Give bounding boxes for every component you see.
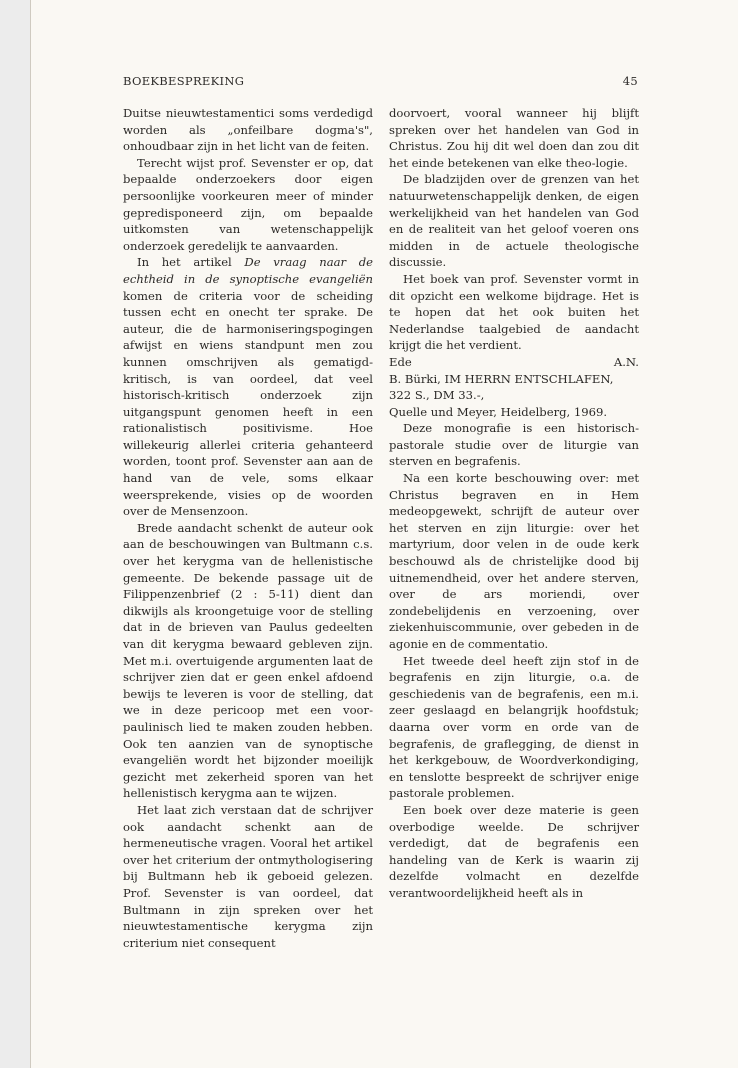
- bibliographic-line: B. Bürki, IM HERRN ENTSCHLAFEN, 322 S., DM 33.-,: [389, 371, 614, 403]
- paragraph: De bladzijden over de grenzen van het natuurwetenschappelijk denken, de eigen werkelijkheid van het handelen van God en de realiteit van het geloof voeren ons midden in de actuele theologische discussie.: [389, 172, 639, 270]
- paragraph: Na een korte beschouwing over: met Christus begraven en in Hem medeopgewekt, schrijft de auteur over het sterven en zijn liturgie: over het martyrium, door velen in de oude kerk beschouwd als de christelijke dood bij uitnemendheid, over het andere sterven, over de ars moriendi, over zondebelijdenis en verzoening, over ziekenhuiscommunie, over gebeden in de agonie en de commentatio.: [389, 471, 639, 651]
- right-column: [389, 105, 639, 902]
- paragraph: doorvoert, vooral wanneer hij blijft spreken over het handelen van God in Christus. Zou hij dit wel doen dan zou dit het einde betekenen van elke theo-logie.: [389, 106, 639, 170]
- running-header: [123, 74, 638, 90]
- left-column: [123, 105, 373, 951]
- paragraph: Brede aandacht schenkt de auteur ook aan de beschouwingen van Bultmann c.s. over het kerygma van de hellenistische gemeente. De bekende passage uit de Filippenzenbrief (2 : 5-11) dient dan dikwijls als kroongetuige voor de stelling dat in de brieven van Paulus gedeelten van dit kerygma bewaard gebleven zijn. Met m.i. overtuigende argumenten laat de schrijver zien dat er geen enkel afdoend bewijs te leveren is voor de stelling, dat we in deze pericoop met een voor-paulinisch lied te maken zouden hebben. Ook ten aanzien van de synoptische evangeliën wordt het bijzonder moeilijk gezicht met zekerheid sporen van het hellenistisch kerygma aan te wijzen.: [123, 520, 373, 801]
- article-title: De vraag naar de echtheid in de synoptische evangeliën: [123, 255, 373, 286]
- paragraph: [123, 254, 373, 520]
- bibliographic-entry: [389, 371, 639, 421]
- paragraph-text: komen de criteria voor de scheiding tussen echt en onecht ter sprake. De auteur, die de harmoniseringspogingen afwijst en wiens standpunt men zou kunnen omschrijven als gematigd-kritisch, is van oordeel, dat veel historisch-kritisch onderzoek zijn uitgangspunt genomen heeft in een rationalistisch positivisme. Hoe willekeurig allerlei criteria gehanteerd worden, toont prof. Sevenster aan aan de hand van de vele, soms elkaar weersprekende, visies op de woorden over de Mensenzoon.: [123, 288, 373, 519]
- paragraph: Deze monografie is een historisch-pastorale studie over de liturgie van sterven en begrafenis.: [389, 421, 639, 469]
- book-page: [30, 0, 738, 1068]
- paragraph: Terecht wijst prof. Sevenster er op, dat bepaalde onderzoekers door eigen persoonlijke voorkeuren meer of minder gepredisponeerd zijn, om bepaalde uitkomsten van wetenschappelijk onderzoek geredelijk te aanvaarden.: [123, 155, 373, 253]
- paragraph: Het boek van prof. Sevenster vormt in dit opzicht een welkome bijdrage. Het is te hopen dat het ook buiten het Nederlandse taalgebied de aandacht krijgt die het verdient.: [389, 271, 639, 353]
- signature-place: Ede: [389, 354, 412, 369]
- page-number: 45: [622, 74, 638, 88]
- running-title: BOEKBESPREKING: [123, 74, 245, 88]
- signature-initials: A.N.: [613, 354, 639, 369]
- bibliographic-line: Quelle und Meyer, Heidelberg, 1969.: [389, 404, 608, 419]
- paragraph: Een boek over deze materie is geen overbodige weelde. De schrijver verdedigt, dat de begrafenis een handeling van de Kerk is waarin zij dezelfde volmacht en dezelfde verantwoordelijkheid heeft als in: [389, 802, 639, 900]
- review-signature: [389, 354, 639, 371]
- paragraph: Het tweede deel heeft zijn stof in de begrafenis en zijn liturgie, o.a. de geschiedenis van de begrafenis, een m.i. zeer geslaagd en belangrijk hoofdstuk; daarna over vorm en orde van de begrafenis, de graflegging, de dienst in het kerkgebouw, de Woordverkondiging, en tenslotte bespreekt de schrijver enige pastorale problemen.: [389, 653, 639, 801]
- paragraph: Duitse nieuwtestamentici soms verdedigd worden als „onfeilbare dogma's", onhoudbaar zijn in het licht van de feiten.: [123, 106, 373, 154]
- paragraph-text: In het artikel: [137, 255, 245, 270]
- paragraph: Het laat zich verstaan dat de schrijver ook aandacht schenkt aan de hermeneutische vragen. Vooral het artikel over het criterium der ontmythologisering bij Bultmann heb ik geboeid gelezen. Prof. Sevenster is van oordeel, dat Bultmann in zijn spreken over het nieuwtestamentische kerygma zijn criterium niet consequent: [123, 802, 373, 950]
